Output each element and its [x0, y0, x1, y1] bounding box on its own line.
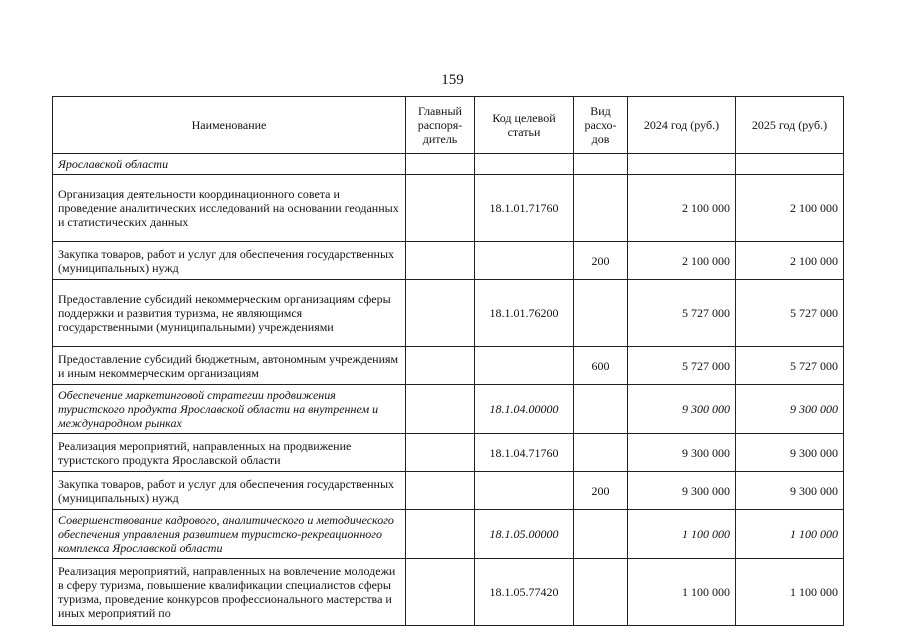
cell-name: Ярославской области: [53, 154, 406, 175]
cell-2024: 2 100 000: [628, 175, 736, 242]
cell-2024: 5 727 000: [628, 280, 736, 347]
page-number: 159: [441, 72, 464, 88]
cell-grbs: [406, 175, 475, 242]
cell-code: 18.1.05.00000: [475, 510, 574, 559]
cell-grbs: [406, 472, 475, 510]
cell-2025: 9 300 000: [736, 385, 844, 434]
cell-2024: 9 300 000: [628, 434, 736, 472]
table-row: [53, 434, 844, 472]
cell-name: Обеспечение маркетинговой стратегии продвижения туристского продукта Ярославской области на внутреннем и международном рынках: [53, 385, 406, 434]
cell-grbs: [406, 385, 475, 434]
cell-2025: 5 727 000: [736, 280, 844, 347]
cell-code: [475, 472, 574, 510]
cell-code: 18.1.04.00000: [475, 385, 574, 434]
cell-2025: [736, 154, 844, 175]
cell-name: Реализация мероприятий, направленных на вовлечение молодежи в сферу туризма, повышение квалификации специалистов сферы туризма, проведение конкурсов профессионального мастерства и иных мероприятий по: [53, 559, 406, 626]
cell-2025: 5 727 000: [736, 347, 844, 385]
cell-name: Закупка товаров, работ и услуг для обеспечения государственных (муниципальных) нужд: [53, 242, 406, 280]
table-row: [53, 559, 844, 626]
cell-2024: 1 100 000: [628, 559, 736, 626]
table-row: [53, 175, 844, 242]
cell-grbs: [406, 347, 475, 385]
table-row: [53, 154, 844, 175]
cell-vid: [574, 175, 628, 242]
cell-code: [475, 347, 574, 385]
cell-name: Совершенствование кадрового, аналитического и методического обеспечения управления развитием туристско-рекреационного комплекса Ярославской области: [53, 510, 406, 559]
cell-name: Реализация мероприятий, направленных на продвижение туристского продукта Ярославской области: [53, 434, 406, 472]
header-name: Наименование: [53, 97, 406, 154]
cell-vid: [574, 154, 628, 175]
cell-2025: 9 300 000: [736, 434, 844, 472]
cell-name: Организация деятельности координационного совета и проведение аналитических исследований на основании геоданных и статистических данных: [53, 175, 406, 242]
header-2024: 2024 год (руб.): [628, 97, 736, 154]
cell-2025: 1 100 000: [736, 510, 844, 559]
table-row: [53, 347, 844, 385]
header-vid: Вид расхо-дов: [574, 97, 628, 154]
cell-code: 18.1.01.76200: [475, 280, 574, 347]
cell-grbs: [406, 559, 475, 626]
cell-vid: 600: [574, 347, 628, 385]
cell-vid: [574, 385, 628, 434]
table-header-row: [53, 97, 844, 154]
cell-vid: 200: [574, 242, 628, 280]
cell-grbs: [406, 280, 475, 347]
table-row: [53, 472, 844, 510]
cell-vid: [574, 559, 628, 626]
cell-grbs: [406, 154, 475, 175]
budget-table: [52, 96, 844, 626]
table-row: [53, 280, 844, 347]
cell-code: [475, 154, 574, 175]
cell-2025: 2 100 000: [736, 242, 844, 280]
cell-2024: [628, 154, 736, 175]
cell-code: 18.1.01.71760: [475, 175, 574, 242]
header-2025: 2025 год (руб.): [736, 97, 844, 154]
cell-2024: 2 100 000: [628, 242, 736, 280]
cell-name: Закупка товаров, работ и услуг для обеспечения государственных (муниципальных) нужд: [53, 472, 406, 510]
cell-2025: 9 300 000: [736, 472, 844, 510]
header-code: Код целевой статьи: [475, 97, 574, 154]
cell-name: Предоставление субсидий бюджетным, автономным учреждениям и иным некоммерческим организациям: [53, 347, 406, 385]
cell-2024: 9 300 000: [628, 472, 736, 510]
cell-vid: [574, 510, 628, 559]
cell-2024: 5 727 000: [628, 347, 736, 385]
cell-code: [475, 242, 574, 280]
table-row: [53, 385, 844, 434]
cell-2025: 2 100 000: [736, 175, 844, 242]
cell-vid: 200: [574, 472, 628, 510]
cell-name: Предоставление субсидий некоммерческим организациям сферы поддержки и развития туризма, не являющимся государственными (муниципальными) учреждениями: [53, 280, 406, 347]
cell-grbs: [406, 434, 475, 472]
cell-2024: 9 300 000: [628, 385, 736, 434]
table-row: [53, 510, 844, 559]
cell-2024: 1 100 000: [628, 510, 736, 559]
cell-vid: [574, 434, 628, 472]
cell-2025: 1 100 000: [736, 559, 844, 626]
header-grbs: Главный распоря-дитель: [406, 97, 475, 154]
cell-code: 18.1.05.77420: [475, 559, 574, 626]
cell-grbs: [406, 510, 475, 559]
cell-vid: [574, 280, 628, 347]
cell-grbs: [406, 242, 475, 280]
cell-code: 18.1.04.71760: [475, 434, 574, 472]
table-row: [53, 242, 844, 280]
